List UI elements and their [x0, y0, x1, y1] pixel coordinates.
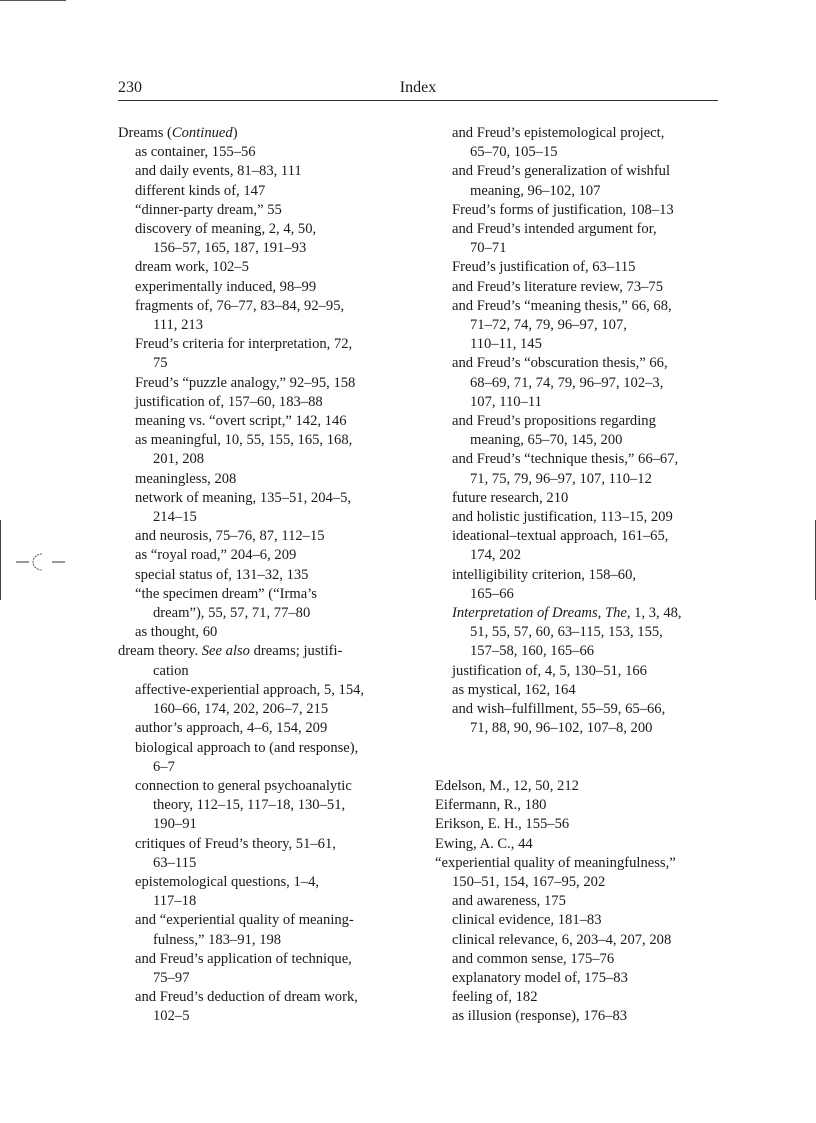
index-continuation: 75: [153, 355, 168, 372]
index-subentry: fragments of, 76–77, 83–84, 92–95,: [135, 297, 345, 314]
index-subentry: justification of, 157–60, 183–88: [135, 393, 323, 410]
registration-mark-icon: [16, 550, 66, 574]
index-subentry: and Freud’s “meaning thesis,” 66, 68,: [452, 297, 672, 314]
index-continuation: 68–69, 71, 74, 79, 96–97, 102–3,: [470, 374, 664, 391]
page-header: [118, 76, 718, 101]
index-subentry: as container, 155–56: [135, 144, 256, 161]
index-continuation: 111, 213: [153, 317, 203, 334]
index-heading: “experiential quality of meaningfulness,”: [435, 854, 676, 871]
index-subentry: Freud’s justification of, 63–115: [452, 259, 636, 276]
index-continuation: fulness,” 183–91, 198: [153, 931, 282, 948]
index-subentry: explanatory model of, 175–83: [452, 969, 628, 986]
index-subentry: experimentally induced, 98–99: [135, 278, 317, 295]
index-subentry: feeling of, 182: [452, 989, 538, 1006]
index-continuation: dream”), 55, 57, 71, 77–80: [153, 605, 311, 622]
index-continuation: 71–72, 74, 79, 96–97, 107,: [470, 317, 627, 334]
index-continuation: 6–7: [153, 758, 175, 775]
index-subentry: future research, 210: [452, 489, 569, 506]
index-continuation: 65–70, 105–15: [470, 144, 558, 161]
page-number: 230: [118, 79, 142, 96]
index-continuation: 110–11, 145: [470, 336, 542, 353]
index-subentry: critiques of Freud’s theory, 51–61,: [135, 835, 336, 852]
index-continuation: 51, 55, 57, 60, 63–115, 153, 155,: [470, 624, 663, 641]
index-subentry: and Freud’s epistemological project,: [452, 125, 665, 141]
index-column-left: [118, 124, 408, 1027]
index-subentry: justification of, 4, 5, 130–51, 166: [452, 662, 647, 679]
index-subentry: and awareness, 175: [452, 893, 566, 910]
index-subentry: connection to general psychoanalytic: [135, 777, 352, 794]
index-subentry: clinical relevance, 6, 203–4, 207, 208: [452, 931, 672, 948]
index-continuation: 174, 202: [470, 547, 522, 564]
index-subentry: and Freud’s literature review, 73–75: [452, 278, 664, 295]
index-subentry: author’s approach, 4–6, 154, 209: [135, 720, 328, 737]
running-head: Index: [399, 79, 437, 96]
index-subentry: and Freud’s intended argument for,: [452, 221, 657, 238]
index-subentry: and wish–fulfillment, 55–59, 65–66,: [452, 701, 666, 718]
index-continuation: 75–97: [153, 969, 190, 986]
index-subentry: “dinner-party dream,” 55: [135, 201, 282, 218]
index-continuation: 214–15: [153, 509, 197, 526]
index-heading: Erikson, E. H., 155–56: [435, 816, 570, 833]
index-heading: Edelson, M., 12, 50, 212: [435, 777, 579, 794]
index-subentry: as illusion (response), 176–83: [452, 1008, 628, 1025]
index-subentry: and Freud’s deduction of dream work,: [135, 989, 358, 1006]
index-continuation: meaning, 96–102, 107: [470, 182, 601, 199]
index-subentry: affective-experiential approach, 5, 154,: [135, 681, 365, 698]
index-subentry: and Freud’s “technique thesis,” 66–67,: [452, 451, 679, 468]
index-subentry: dream work, 102–5: [135, 259, 249, 276]
index-heading: Dreams (Continued): [118, 125, 238, 141]
index-subentry: meaningless, 208: [135, 470, 237, 487]
index-continuation: 201, 208: [153, 451, 205, 468]
index-subentry: epistemological questions, 1–4,: [135, 873, 320, 890]
index-continuation: 63–115: [153, 854, 197, 871]
index-subentry: network of meaning, 135–51, 204–5,: [135, 489, 352, 506]
index-subentry: meaning vs. “overt script,” 142, 146: [135, 413, 347, 430]
index-continuation: 71, 88, 90, 96–102, 107–8, 200: [470, 720, 653, 737]
index-continuation: 165–66: [470, 585, 514, 602]
index-subentry: intelligibility criterion, 158–60,: [452, 566, 637, 583]
index-subentry: and holistic justification, 113–15, 209: [452, 509, 673, 526]
index-continuation: 190–91: [153, 816, 197, 833]
index-continuation: 102–5: [153, 1008, 190, 1025]
index-subentry: ideational–textual approach, 161–65,: [452, 528, 669, 545]
index-continuation: cation: [153, 662, 189, 679]
index-subentry: and Freud’s application of technique,: [135, 950, 352, 967]
index-continuation: 156–57, 165, 187, 191–93: [153, 240, 307, 257]
index-subentry: biological approach to (and response),: [135, 739, 359, 756]
index-subentry: clinical evidence, 181–83: [452, 912, 602, 929]
index-subentry: as thought, 60: [135, 624, 218, 641]
index-subentry: and Freud’s generalization of wishful: [452, 163, 671, 180]
index-subentry: and Freud’s propositions regarding: [452, 413, 656, 430]
index-subentry: as “royal road,” 204–6, 209: [135, 547, 297, 564]
index-subentry: different kinds of, 147: [135, 182, 266, 199]
crop-mark-left: [0, 520, 1, 600]
index-subentry: and daily events, 81–83, 111: [135, 163, 302, 180]
index-subentry: as meaningful, 10, 55, 155, 165, 168,: [135, 432, 353, 449]
index-continuation: theory, 112–15, 117–18, 130–51,: [153, 797, 346, 814]
index-subentry: and common sense, 175–76: [452, 950, 615, 967]
index-subentry: Freud’s criteria for interpretation, 72,: [135, 336, 353, 353]
index-subentry: and Freud’s “obscuration thesis,” 66,: [452, 355, 668, 372]
index-continuation: meaning, 65–70, 145, 200: [470, 432, 623, 449]
index-continuation: 160–66, 174, 202, 206–7, 215: [153, 701, 329, 718]
index-continuation: 117–18: [153, 893, 197, 910]
index-continuation: 70–71: [470, 240, 507, 257]
index-subentry: and neurosis, 75–76, 87, 112–15: [135, 528, 325, 545]
index-heading: Eifermann, R., 180: [435, 797, 547, 814]
index-continuation: 150–51, 154, 167–95, 202: [452, 873, 606, 890]
index-subentry: “the specimen dream” (“Irma’s: [135, 585, 317, 602]
index-subentry: and “experiential quality of meaning-: [135, 912, 354, 929]
index-subentry: special status of, 131–32, 135: [135, 566, 309, 583]
index-continuation: 71, 75, 79, 96–97, 107, 110–12: [470, 470, 652, 487]
index-subentry: as mystical, 162, 164: [452, 681, 576, 698]
index-heading: Ewing, A. C., 44: [435, 835, 533, 852]
index-subentry: Freud’s forms of justification, 108–13: [452, 201, 674, 218]
section-gap: [435, 739, 725, 777]
index-subentry: discovery of meaning, 2, 4, 50,: [135, 221, 317, 238]
index-continuation: 157–58, 160, 165–66: [470, 643, 595, 660]
index-column-right: [435, 124, 725, 1027]
index-subentry: Interpretation of Dreams, The, 1, 3, 48,: [452, 605, 682, 622]
index-subentry: Freud’s “puzzle analogy,” 92–95, 158: [135, 374, 356, 391]
crop-mark-top: [0, 0, 66, 1]
index-continuation: 107, 110–11: [470, 393, 542, 410]
index-heading: dream theory. See also dreams; justifi-: [118, 643, 343, 660]
